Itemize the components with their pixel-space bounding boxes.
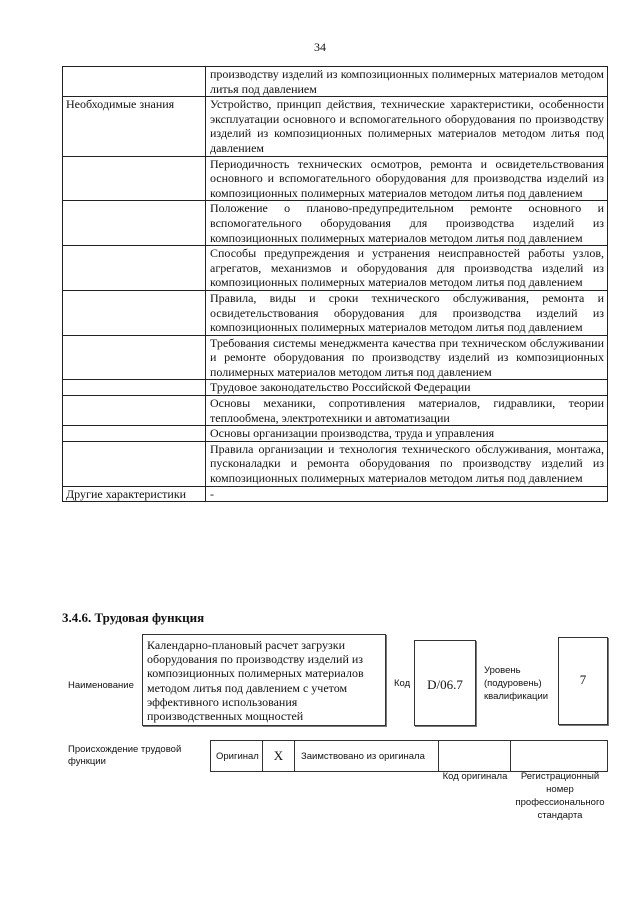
table-row	[63, 156, 608, 201]
registration-number-cell	[511, 741, 607, 771]
row-value: Основы механики, сопротивления материалов, гидравлики, теории теплообмена, электротехники и автоматизации	[206, 396, 608, 426]
row-label	[63, 396, 206, 426]
page-number: 34	[314, 40, 326, 54]
table-row	[63, 67, 608, 97]
caption-registration-number: Регистрационный номер профессионального стандарта	[515, 771, 605, 821]
row-value: производству изделий из композиционных полимерных материалов методом литья под давлением	[206, 67, 608, 97]
table-row	[63, 396, 608, 426]
row-value: Правила, виды и сроки технического обслуживания, ремонта и освидетельствования оборудования для производства изделий из композиционных полимерных материалов методом литья под давлением	[206, 290, 608, 335]
caption-original-code: Код оригинала	[442, 771, 508, 782]
row-value: Правила организации и технология технического обслуживания, монтажа, пусконаладки и ремонта оборудования по производству изделий из композиционных полимерных материалов методом литья под давлением	[206, 441, 608, 486]
table-row	[63, 290, 608, 335]
row-value: Положение о планово-предупредительном ремонте основного и вспомогательного оборудования для производства изделий из композиционных полимерных материалов методом литья под давлением	[206, 201, 608, 246]
table-row	[63, 426, 608, 442]
code-label: Код	[394, 678, 411, 689]
row-value: Способы предупреждения и устранения неисправностей работы узлов, агрегатов, механизмов и оборудования для производства изделий из композиционных полимерных материалов методом литья под давлением	[206, 246, 608, 291]
function-name-box: Календарно-плановый расчет загрузки оборудования по производству изделий из композиционных полимерных материалов методом литья под давлением с учетом эффективного использования производственных мощностей	[142, 634, 386, 726]
row-label	[63, 246, 206, 291]
table-row	[63, 380, 608, 396]
row-label	[63, 335, 206, 380]
row-label	[63, 201, 206, 246]
requirements-table	[62, 66, 608, 502]
table-row	[63, 335, 608, 380]
table-row	[63, 486, 608, 502]
original-mark: X	[263, 741, 295, 771]
row-value: Периодичность технических осмотров, ремонта и освидетельствования основного и вспомогательного оборудования для производства изделий из композиционных полимерных материалов методом литья под давлением	[206, 156, 608, 201]
row-label	[63, 67, 206, 97]
row-value: Трудовое законодательство Российской Федерации	[206, 380, 608, 396]
origin-label: Происхождение трудовой функции	[68, 744, 182, 767]
row-value: Устройство, принцип действия, технические характеристики, особенности эксплуатации основного и вспомогательного оборудования по производству изделий из композиционных полимерных материалов методом литья под давлением	[206, 97, 608, 156]
row-label: Необходимые знания	[63, 97, 206, 156]
row-label	[63, 290, 206, 335]
borrowed-cell: Заимствовано из оригинала	[295, 741, 439, 771]
row-label	[63, 441, 206, 486]
row-label	[63, 380, 206, 396]
original-code-cell	[439, 741, 511, 771]
table-row	[63, 441, 608, 486]
level-label: Уровень (подуровень) квалификации	[484, 665, 549, 702]
original-cell: Оригинал	[211, 741, 263, 771]
origin-row	[210, 740, 608, 772]
row-label	[63, 426, 206, 442]
table-row	[63, 246, 608, 291]
row-value: Основы организации производства, труда и управления	[206, 426, 608, 442]
code-value-box: D/06.7	[414, 640, 476, 726]
section-title: 3.4.6. Трудовая функция	[62, 610, 205, 625]
table-row	[63, 97, 608, 156]
level-value-box: 7	[558, 637, 608, 725]
row-value: Требования системы менеджмента качества при техническом обслуживании и ремонте оборудования по производству изделий из композиционных полимерных материалов методом литья под давлением	[206, 335, 608, 380]
row-value: -	[206, 486, 608, 502]
table-row	[63, 201, 608, 246]
name-label: Наименование	[68, 680, 134, 691]
row-label	[63, 156, 206, 201]
row-label: Другие характеристики	[63, 486, 206, 502]
